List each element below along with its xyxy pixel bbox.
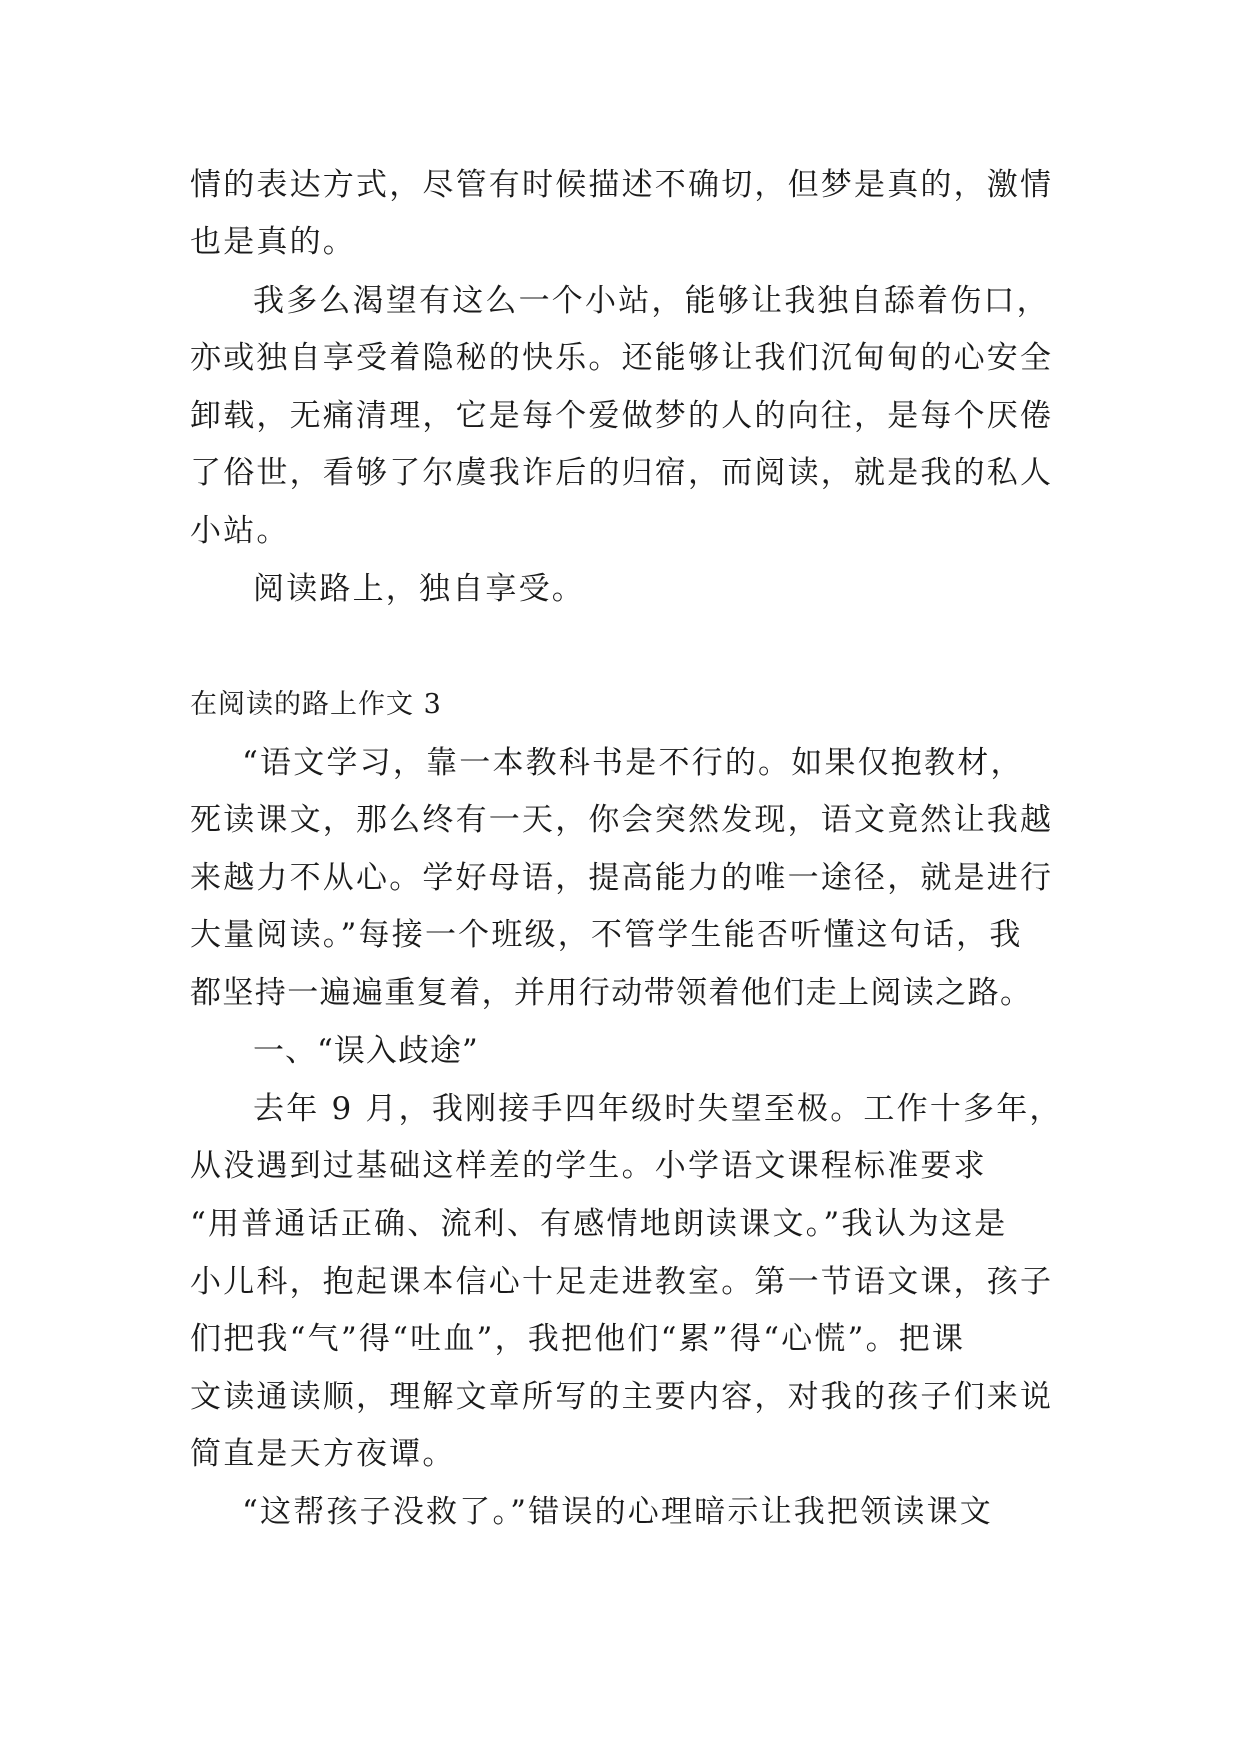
paragraph-line: 阅读路上，独自享受。	[253, 571, 585, 607]
paragraph-line: 也是真的。	[190, 224, 356, 260]
paragraph-line: 文读通读顺，理解文章所写的主要内容，对我的孩子们来说	[190, 1379, 1054, 1415]
section-heading: 在阅读的路上作文 3	[190, 689, 442, 720]
paragraph-line: “这帮孩子没救了。”错误的心理暗示让我把领读课文	[242, 1494, 993, 1530]
paragraph-line: 我多么渴望有这么一个小站，能够让我独自舔着伤口，	[253, 283, 1050, 319]
paragraph-line: 都坚持一遍遍重复着，并用行动带领着他们走上阅读之路。	[190, 975, 1033, 1011]
subsection-heading: 一、“误入歧途”	[253, 1033, 479, 1069]
paragraph-line: 卸载，无痛清理，它是每个爱做梦的人的向往，是每个厌倦	[190, 398, 1054, 434]
paragraph-line: 情的表达方式，尽管有时候描述不确切，但梦是真的，激情	[190, 167, 1054, 203]
paragraph-line: 简直是天方夜谭。	[190, 1436, 456, 1472]
paragraph-line: “语文学习，靠一本教科书是不行的。如果仅抱教材，	[242, 745, 1024, 781]
paragraph-line: 来越力不从心。学好母语，提高能力的唯一途径，就是进行	[190, 860, 1054, 896]
paragraph-line: 们把我“气”得“吐血”，我把他们“累”得“心慌”。把课	[190, 1321, 966, 1357]
paragraph-line: 从没遇到过基础这样差的学生。小学语文课程标准要求	[190, 1148, 987, 1184]
paragraph-line: 大量阅读。”每接一个班级，不管学生能否听懂这句话，我	[190, 917, 1023, 953]
paragraph-line: 了俗世，看够了尔虞我诈后的归宿，而阅读，就是我的私人	[190, 455, 1054, 491]
paragraph-line: 亦或独自享受着隐秘的快乐。还能够让我们沉甸甸的心安全	[190, 340, 1054, 376]
paragraph-line: 小儿科，抱起课本信心十足走进教室。第一节语文课，孩子	[190, 1264, 1054, 1300]
paragraph-line: 死读课文，那么终有一天，你会突然发现，语文竟然让我越	[190, 802, 1054, 838]
paragraph-line: 小站。	[190, 513, 290, 549]
paragraph-line: 去年 9 月，我刚接手四年级时失望至极。工作十多年，	[253, 1091, 1063, 1127]
paragraph-line: “用普通话正确、流利、有感情地朗读课文。”我认为这是	[190, 1206, 1008, 1242]
